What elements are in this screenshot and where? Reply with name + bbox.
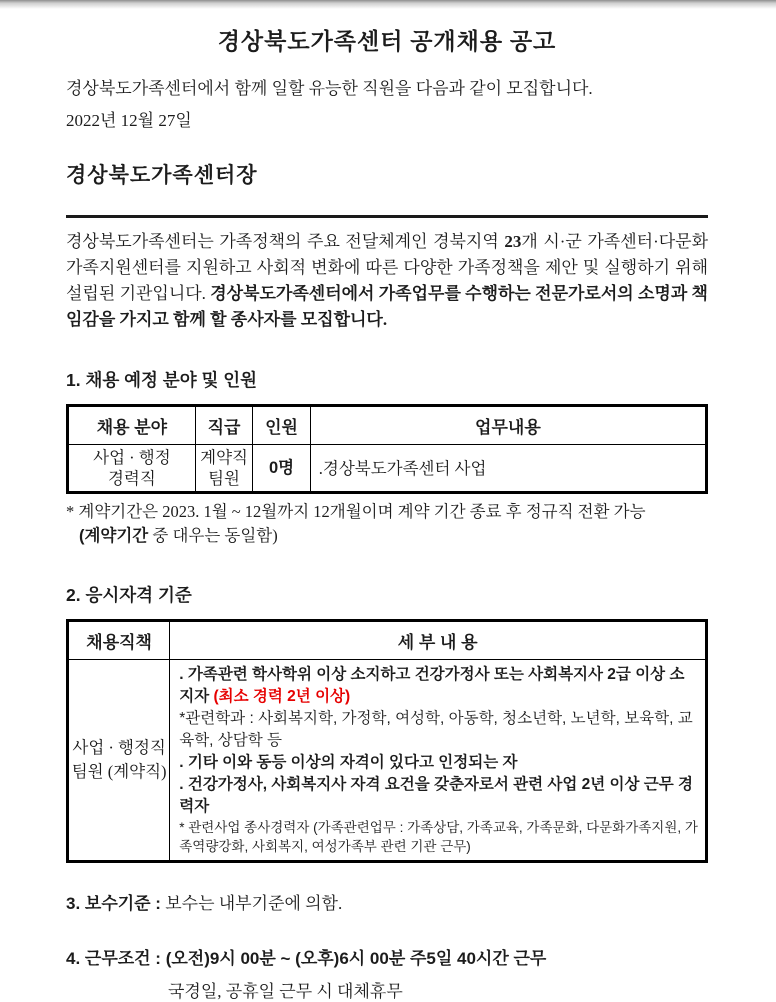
about-paragraph (66, 229, 708, 333)
recruitment-table (66, 404, 708, 494)
header-duty: 업무내용 (310, 406, 706, 445)
section1-heading: 1. 채용 예정 분야 및 인원 (66, 370, 258, 390)
document-page (0, 9, 776, 1002)
page-top-shadow (0, 0, 776, 9)
section3-text: 보수는 내부기준에 의함. (160, 894, 343, 913)
section2-heading: 2. 응시자격 기준 (66, 585, 192, 605)
horizontal-rule (66, 215, 708, 218)
contract-note-bold: (계약기간 (79, 527, 149, 545)
section4 (66, 944, 708, 1002)
signer-heading: 경상북도가족센터장 (66, 163, 258, 187)
detail-experience-note: * 관련사업 종사경력자 (가족관련업무 : 가족상담, 가족교육, 가족문화, 다문화가족지원, 가족역량강화, 사회복지, 여성가족부 관련 기관 근무) (179, 820, 698, 854)
cell-position-line1: 사업 · 행정직 (72, 738, 166, 757)
intro-text: 경상북도가족센터에서 함께 일할 유능한 직원을 다음과 같이 모집합니다. (66, 79, 593, 98)
qualification-table-row (68, 660, 707, 862)
cell-position (68, 660, 170, 862)
section3 (66, 889, 708, 914)
section3-label: 3. 보수기준 : (66, 894, 161, 913)
recruitment-table-row (68, 445, 707, 493)
detail-req3: . 건강가정사, 사회복지사 자격 요건을 갖춘자로서 관련 사업 2년 이상 근무 경력자 (179, 776, 694, 815)
cell-rank-line1: 계약직 (200, 448, 248, 467)
page-title: 경상북도가족센터 공개채용 공고 (217, 29, 557, 54)
detail-majors: *관련학과 : 사회복지학, 가정학, 여성학, 아동학, 청소년학, 노년학, 보육학, 교육학, 상담학 등 (179, 710, 693, 749)
header-position: 채용직책 (68, 621, 170, 660)
section4-line1: 4. 근무조건 : (오전)9시 00분 ~ (오후)6시 00분 주5일 40시간 근무 (66, 949, 547, 968)
announcement-date: 2022년 12월 27일 (66, 111, 192, 130)
qualification-table-header-row (68, 621, 707, 660)
cell-detail (170, 660, 707, 862)
header-detail: 세 부 내 용 (170, 621, 707, 660)
contract-note (66, 500, 708, 548)
cell-field-line2: 경력직 (107, 469, 156, 488)
about-text-1: 경상북도가족센터는 가족정책의 주요 전달체계인 경북지역 (66, 232, 505, 251)
contract-note-line1: * 계약기간은 2023. 1월 ~ 12월까지 12개월이며 계약 기간 종료 후 정규직 전환 가능 (66, 502, 646, 521)
detail-req1 (179, 664, 699, 708)
detail-req1-main: . 가족관련 학사학위 이상 소지하고 건강가정사 또는 사회복지사 2급 이상 소지자 (179, 666, 685, 705)
contract-note-rest: 중 대우는 동일함) (148, 526, 278, 545)
cell-count: 0명 (253, 445, 311, 493)
about-count: 23 (504, 232, 522, 251)
detail-req2: . 기타 이와 동등 이상의 자격이 있다고 인정되는 자 (179, 754, 518, 771)
cell-field (68, 445, 196, 493)
cell-rank-line2: 팀원 (208, 469, 240, 488)
about-emphasis: 경상북도가족센터에서 가족업무를 수행하는 전문가로서의 소명과 책임감을 가지고 함께 할 종사자를 모집합니다. (66, 284, 708, 329)
contract-note-line2 (66, 524, 708, 548)
recruitment-table-header-row (68, 406, 707, 445)
cell-position-line2: 팀원 (계약직) (71, 762, 167, 781)
header-field: 채용 분야 (68, 406, 196, 445)
cell-duty: .경상북도가족센터 사업 (310, 445, 706, 493)
cell-field-line1: 사업 · 행정 (93, 448, 171, 467)
header-rank: 직급 (195, 406, 253, 445)
about-text-2: 개 시·군 가족센터·다문화가족지원센터를 지원하고 사회적 변화에 따른 다양한 가족정책을 제안 및 실행하기 위해 설립된 기관입니다. (66, 232, 708, 303)
detail-req1-red: (최소 경력 2년 이상) (213, 688, 351, 705)
header-count: 인원 (253, 406, 311, 445)
qualification-table (66, 619, 708, 863)
cell-rank (195, 445, 253, 493)
section4-line2: 국경일, 공휴일 근무 시 대체휴무 (168, 982, 403, 1001)
